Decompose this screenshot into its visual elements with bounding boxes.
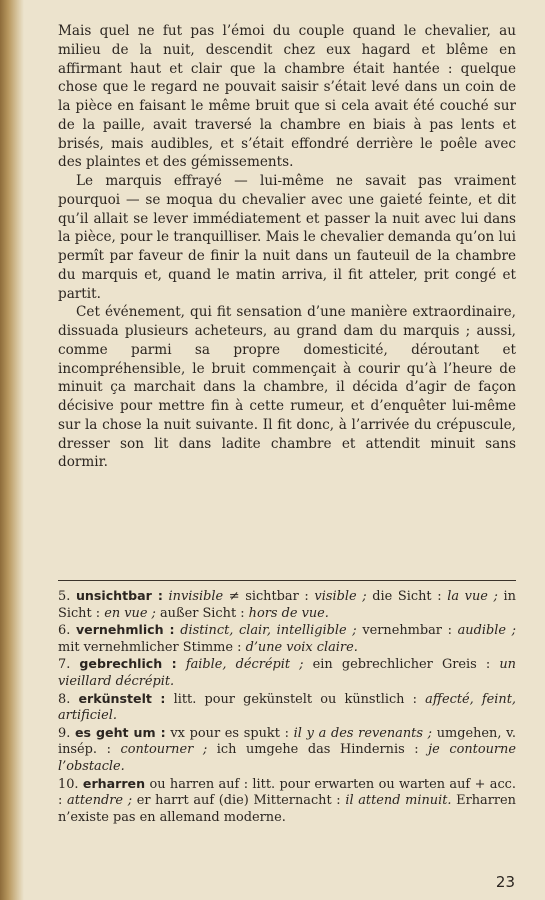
footnote-translation: d’une voix claire. [245, 639, 358, 655]
footnote-divider [58, 580, 516, 581]
footnote-translation: faible, décrépit ; [185, 657, 304, 673]
footnote-translation: en vue ; [104, 605, 156, 621]
footnotes [58, 588, 516, 826]
footnote-translation: il y a des revenants ; [293, 725, 432, 741]
footnote-text: ich umgehe das Hindernis : [207, 742, 429, 758]
footnote [58, 588, 516, 622]
footnote [58, 691, 516, 725]
paragraph: Cet événement, qui fit sensation d’une manière extraordinaire, dissuada plusieurs acheteurs, au grand dam du marquis ; aussi, comme parmi sa propre domesticité, déroutant et incompréhensible, le bruit commençait à courir qu’à l’heure de minuit ça marchait dans la chambre, il décida d’agir de façon décisive pour mettre fin à cette rumeur, et d’enquêter lui-même sur la chose la nuit suivante. Il fit donc, à l’arrivée du crépuscule, dresser son lit dans ladite chambre et attendit minuit sans dormir. [58, 304, 516, 471]
footnote-number: 8. [58, 691, 79, 707]
footnote-term: gebrechlich : [79, 656, 177, 672]
page-number: 23 [495, 873, 515, 891]
footnote-number: 7. [58, 657, 80, 673]
footnote-translation: un vieillard décrépit. [58, 657, 516, 689]
footnote [58, 776, 516, 827]
footnote-number: 6. [58, 623, 76, 639]
footnote-text: außer Sicht : [155, 605, 249, 621]
footnote-translation: distinct, clair, intelligible ; [180, 623, 357, 639]
paragraph: Le marquis effrayé — lui-même ne savait pas vraiment pourquoi — se moqua du chevalier avec une gaieté feinte, et dit qu’il allait se lever immédiatement et passer la nuit avec lui dans la pièce, pour le tranquilliser. Mais le chevalier demanda qu’on lui permît par faveur de finir la nuit dans un fauteuil de la chambre du marquis et, quand le matin arriva, il fit atteler, prit congé et partit. [58, 173, 516, 302]
footnote-translation: visible ; [314, 589, 367, 604]
footnote [58, 656, 516, 690]
footnote-translation: il attend minuit. [345, 793, 452, 809]
footnote-text: umgehen, v. insép. : [58, 725, 516, 758]
footnote-term: erharren [82, 775, 146, 791]
footnote-term: erkünstelt : [78, 690, 166, 706]
footnote-text [177, 657, 186, 672]
footnote-number: 10. [58, 776, 83, 792]
footnote-text: ein gebrechlicher Greis : [303, 657, 500, 673]
footnote-text: die Sicht : [366, 589, 448, 604]
footnote-term: vernehmlich : [75, 622, 175, 638]
footnote-translation: invisible ≠ [168, 589, 240, 604]
footnote-text: vx pour es spukt : [165, 725, 294, 741]
main-text [58, 22, 516, 472]
paragraph: Mais quel ne fut pas l’émoi du couple quand le chevalier, au milieu de la nuit, descendit chez eux hagard et blême en affirmant haut et clair que la chambre était hantée : quelque chose que le regard ne pouvait saisir s’était levé dans un coin de la pièce en faisant le même bruit que si cela avait été couché sur de la paille, avait traversé la chambre en biais à pas lents et brisés, mais audibles, et s’était effondré derrière le poêle avec des plaintes et des gémissements. [58, 23, 516, 171]
footnote [58, 622, 516, 656]
footnote-translation: la vue ; [447, 589, 498, 604]
footnote-translation: audible ; [457, 623, 516, 639]
book-gutter-shadow [0, 0, 24, 900]
footnote-translation: attendre ; [67, 793, 133, 809]
footnote-term: unsichtbar : [75, 588, 163, 603]
footnote-translation: affecté, feint, artificiel. [58, 691, 516, 724]
footnote-text: Erharren n’existe pas en allemand moderne. [58, 793, 516, 825]
footnote-translation: je contourne l’obstacle. [58, 742, 516, 774]
footnote-term: es geht um : [75, 724, 166, 740]
footnote-text: ou harren auf : litt. pour erwarten ou warten auf + acc. : [58, 776, 516, 809]
footnote-text: litt. pour gekünstelt ou künstlich : [165, 691, 426, 707]
footnote [58, 725, 516, 776]
footnote-translation: contourner ; [120, 742, 208, 758]
footnote-text: mit vernehmlicher Stimme : [58, 639, 246, 655]
footnote-text: sichtbar : [239, 589, 315, 604]
footnote-number: 9. [58, 725, 75, 741]
footnote-number: 5. [58, 589, 76, 604]
footnote-text: vernehmbar : [356, 623, 458, 639]
footnote-translation: hors de vue. [248, 605, 329, 621]
footnote-text: er harrt auf (die) Mitternacht : [132, 793, 346, 809]
footnote-text: in Sicht : [58, 589, 516, 621]
